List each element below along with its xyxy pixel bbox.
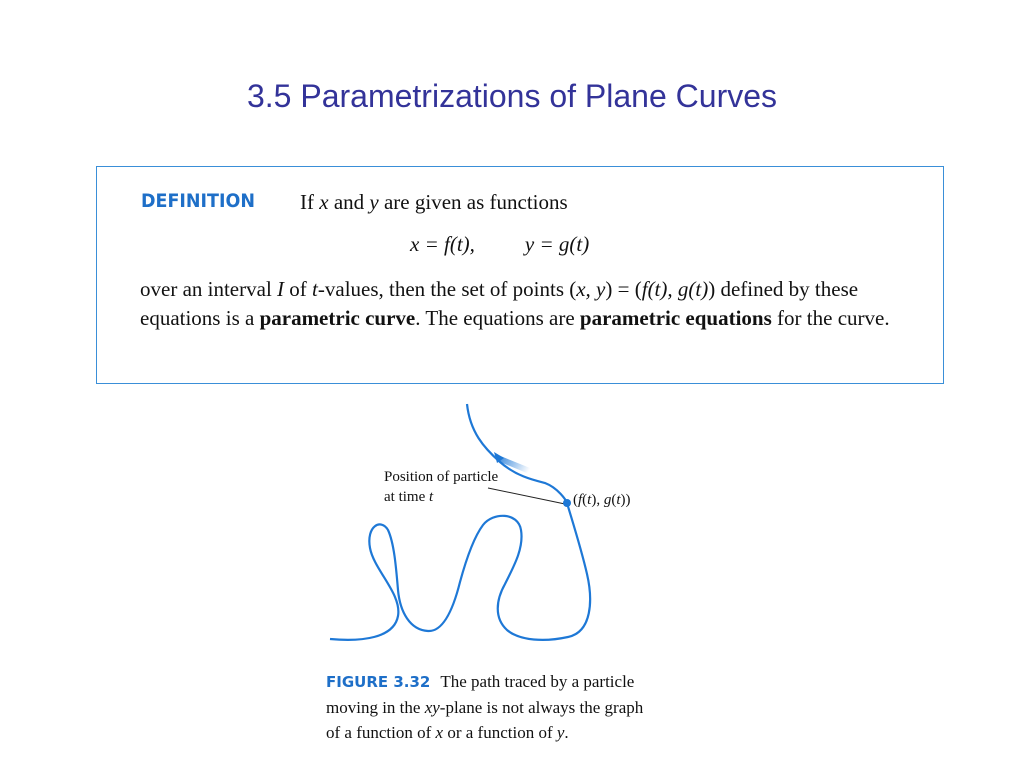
position-leader-line	[488, 488, 565, 504]
position-label: Position of particle at time t	[384, 469, 499, 505]
particle-path-curve	[330, 404, 590, 640]
slide-title: 3.5 Parametrizations of Plane Curves	[246, 78, 778, 114]
figure-caption-label: FIGURE 3.32	[326, 673, 431, 691]
definition-body: over an interval I of t-values, then the set of points (x, y) = (f(t), g(t)) defined by these equations is a parametric curve. The equations are parametric equations for the curve.	[140, 277, 890, 330]
particle-point	[563, 499, 571, 507]
term-parametric-equations: parametric equations	[579, 306, 772, 330]
equation-x: x = f(t),	[410, 232, 475, 256]
figure-caption: FIGURE 3.32 The path traced by a particle moving in the xy-plane is not always the graph of a function of x or a function of y.	[326, 672, 644, 742]
term-parametric-curve: parametric curve	[259, 306, 416, 330]
point-label: (f(t), g(t))	[573, 492, 631, 508]
equation-y: y = g(t)	[524, 232, 590, 256]
definition-label: DEFINITION	[141, 190, 255, 212]
definition-intro: If x and y are given as functions	[300, 190, 568, 214]
